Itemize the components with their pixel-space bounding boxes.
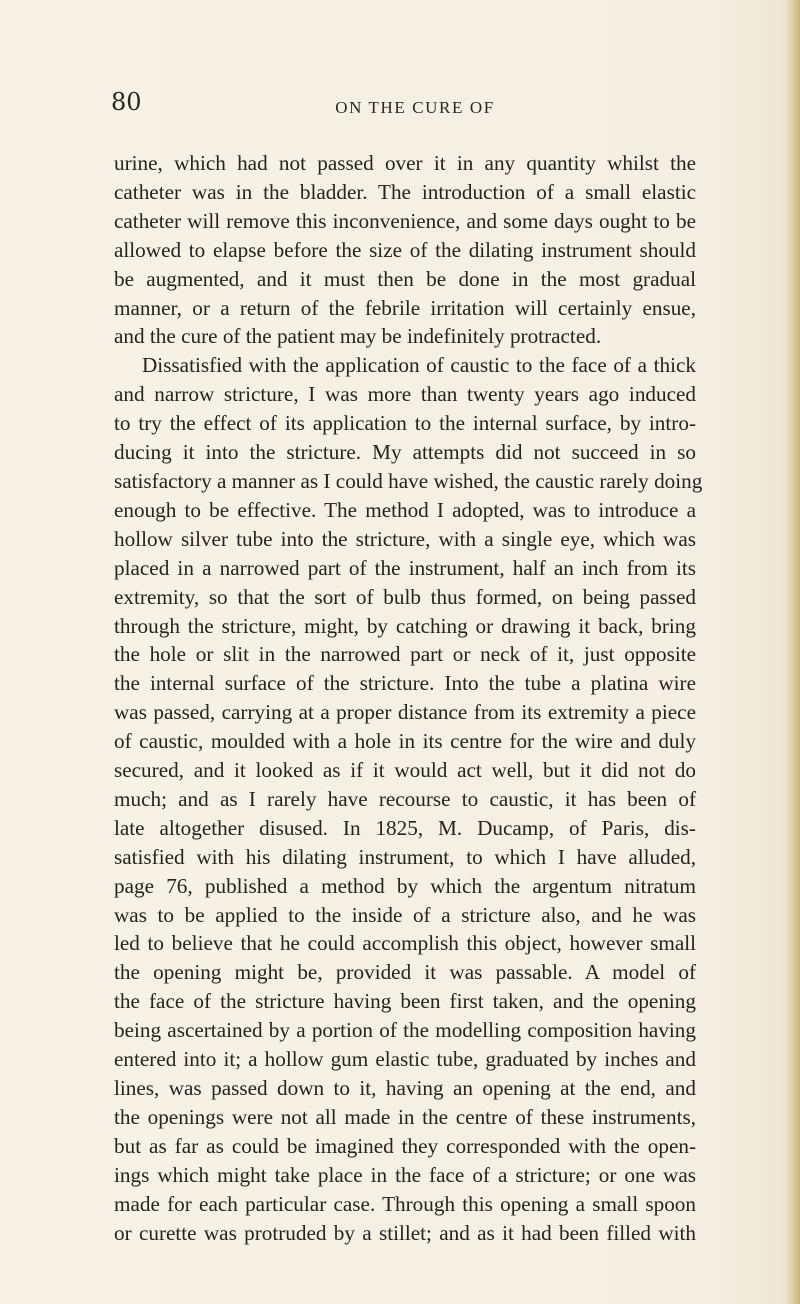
text-line: manner, or a return of the febrile irritation will certainly ensue, xyxy=(114,295,696,320)
text-line: and the cure of the patient may be indefinitely protracted. xyxy=(114,324,602,349)
text-line: late altogether disused. In 1825, M. Ducamp, of Paris, dis- xyxy=(114,815,696,840)
text-line: the face of the stricture having been first taken, and the opening xyxy=(114,989,696,1014)
running-head: ON THE CURE OF xyxy=(335,98,495,117)
text-line: enough to be effective. The method I adopted, was to introduce a xyxy=(114,497,696,522)
text-line: of caustic, moulded with a hole in its centre for the wire and duly xyxy=(114,729,696,754)
text-line: the hole or slit in the narrowed part or neck of it, just opposite xyxy=(114,642,696,667)
text-line: secured, and it looked as if it would act well, but it did not do xyxy=(114,758,696,783)
page-header xyxy=(0,88,800,128)
text-line: led to believe that he could accomplish this object, however small xyxy=(114,931,696,956)
text-line: made for each particular case. Through this opening a small spoon xyxy=(114,1191,696,1216)
text-line: the opening might be, provided it was passable. A model of xyxy=(114,960,696,985)
page-edge-discoloration xyxy=(786,0,800,1304)
text-line: Dissatisfied with the application of caustic to the face of a thick xyxy=(142,353,696,378)
text-line: ducing it into the stricture. My attempts did not succeed in so xyxy=(114,440,696,465)
text-line: was passed, carrying at a proper distance from its extremity a piece xyxy=(114,700,696,725)
text-line: be augmented, and it must then be done in the most gradual xyxy=(114,266,696,291)
text-line: ings which might take place in the face of a stricture; or one was xyxy=(114,1162,696,1187)
text-line: being ascertained by a portion of the modelling composition having xyxy=(114,1018,696,1043)
text-line: much; and as I rarely have recourse to caustic, it has been of xyxy=(114,786,696,811)
text-line: catheter was in the bladder. The introduction of a small elastic xyxy=(114,179,696,204)
text-line: satisfied with his dilating instrument, to which I have alluded, xyxy=(114,844,696,869)
text-line: to try the effect of its application to the internal surface, by intro- xyxy=(114,411,696,436)
text-line: catheter will remove this inconvenience, and some days ought to be xyxy=(114,208,696,233)
text-line: the openings were not all made in the centre of these instruments, xyxy=(114,1104,696,1129)
text-line: urine, which had not passed over it in any quantity whilst the xyxy=(114,151,696,175)
text-line: placed in a narrowed part of the instrument, half an inch from its xyxy=(114,555,696,580)
text-line: allowed to elapse before the size of the dilating instrument should xyxy=(114,237,696,262)
text-line: entered into it; a hollow gum elastic tube, graduated by inches and xyxy=(114,1047,696,1072)
page-number: 80 xyxy=(111,88,142,116)
text-line: the internal surface of the stricture. Into the tube a platina wire xyxy=(114,671,696,696)
text-line: was to be applied to the inside of a stricture also, and he was xyxy=(114,902,696,927)
text-line: and narrow stricture, I was more than twenty years ago induced xyxy=(114,382,696,407)
text-line: page 76, published a method by which the argentum nitratum xyxy=(114,873,696,898)
text-line: through the stricture, might, by catching or drawing it back, bring xyxy=(114,613,696,638)
text-line: satisfactory a manner as I could have wished, the caustic rarely doing xyxy=(114,468,703,493)
body-text xyxy=(114,149,703,1247)
text-line: but as far as could be imagined they corresponded with the open- xyxy=(114,1133,696,1158)
text-line: hollow silver tube into the stricture, with a single eye, which was xyxy=(114,526,696,551)
text-line: lines, was passed down to it, having an opening at the end, and xyxy=(114,1076,696,1100)
text-line: or curette was protruded by a stillet; and as it had been filled with xyxy=(114,1220,696,1245)
text-line: extremity, so that the sort of bulb thus formed, on being passed xyxy=(114,584,696,609)
